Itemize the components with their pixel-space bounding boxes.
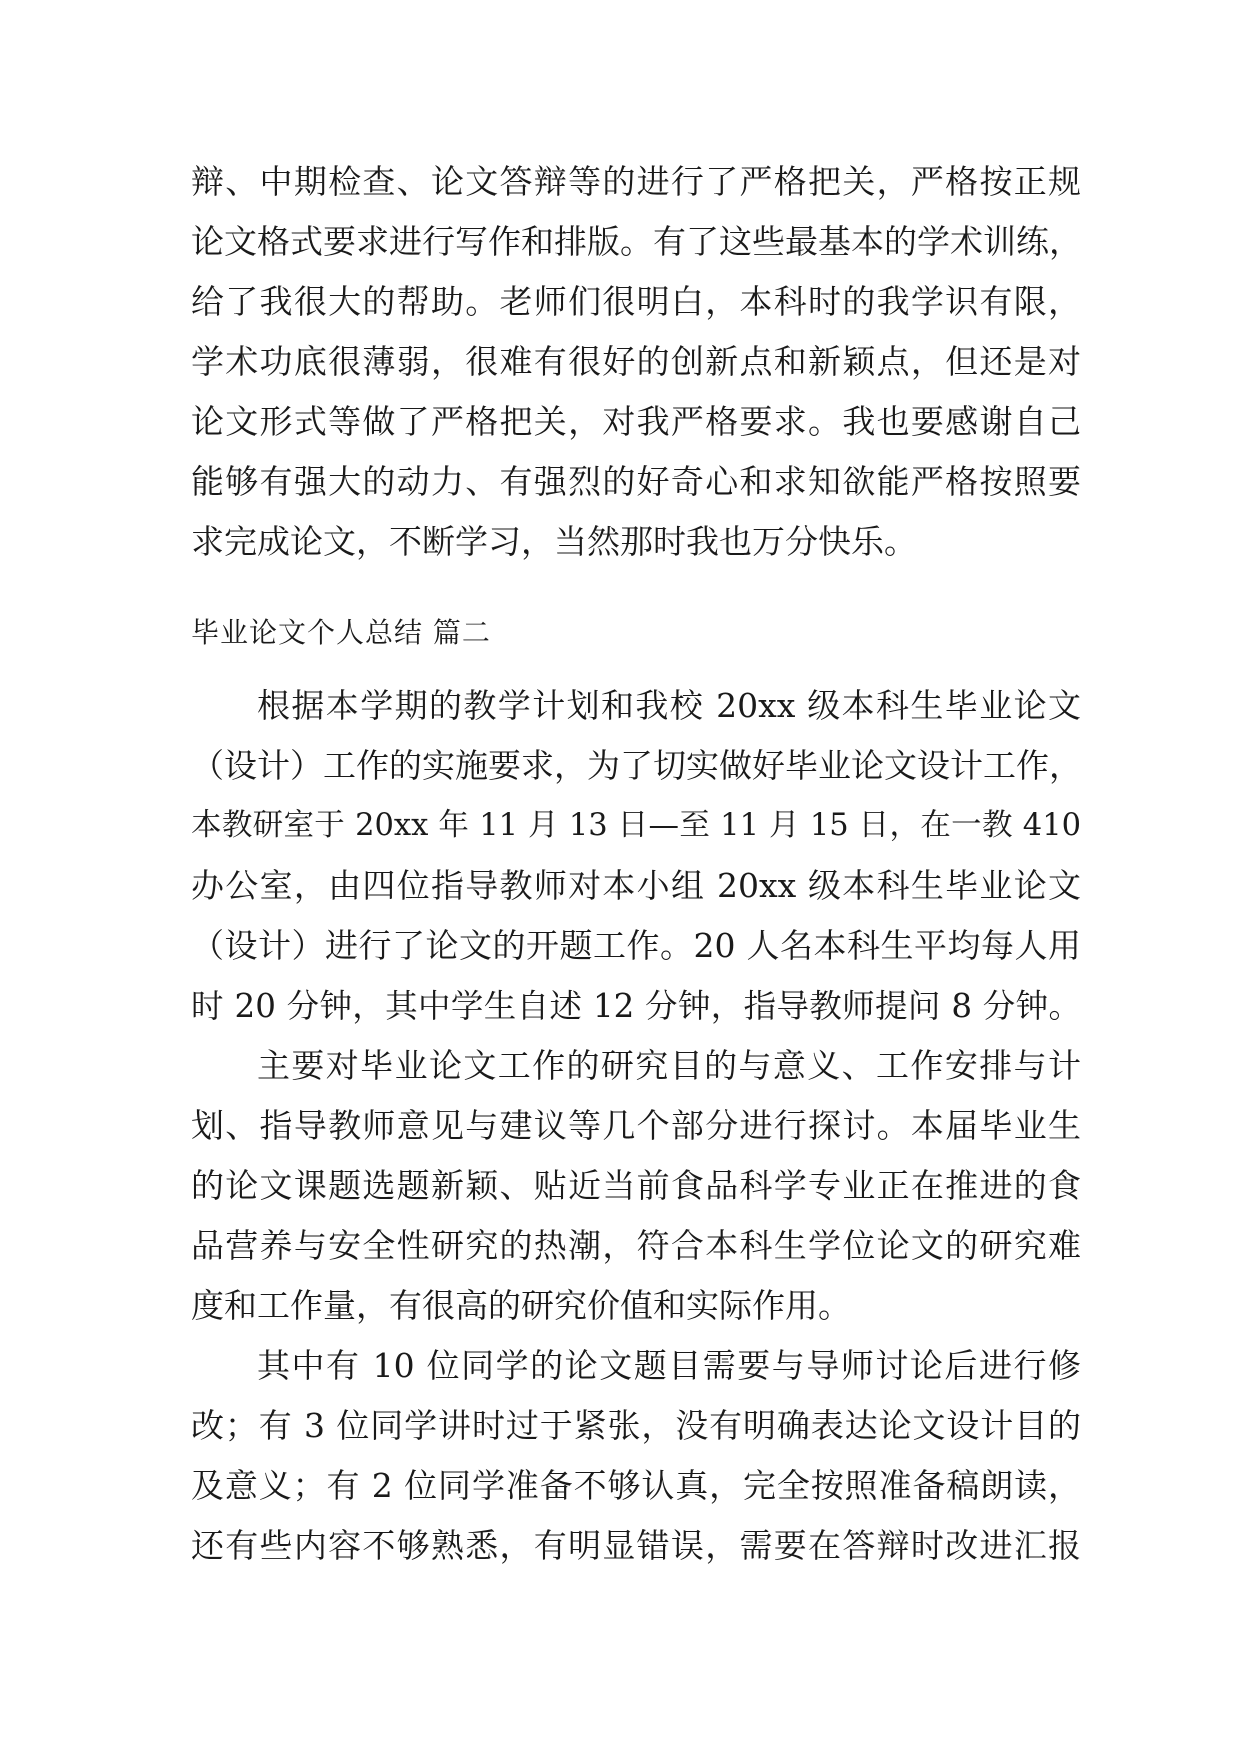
paragraph-1-line-7: 求完成论文，不断学习，当然那时我也万分快乐。 xyxy=(191,522,917,561)
paragraph-4-line-4: 还有些内容不够熟悉，有明显错误，需要在答辩时改进汇报 xyxy=(191,1526,1081,1565)
paragraph-4-line-2: 改；有 3 位同学讲时过于紧张，没有明确表达论文设计目的 xyxy=(191,1406,1081,1445)
paragraph-4-line-1: 其中有 10 位同学的论文题目需要与导师讨论后进行修 xyxy=(257,1346,1081,1385)
paragraph-2-line-2: （设计）工作的实施要求，为了切实做好毕业论文设计工作， xyxy=(191,746,1082,785)
paragraph-1-line-2: 论文格式要求进行写作和排版。有了这些最基本的学术训练， xyxy=(191,222,1082,261)
paragraph-2-line-1: 根据本学期的教学计划和我校 20xx 级本科生毕业论文 xyxy=(257,686,1081,725)
paragraph-3-line-5: 度和工作量，有很高的研究价值和实际作用。 xyxy=(191,1286,851,1325)
paragraph-2-line-5: （设计）进行了论文的开题工作。20 人名本科生平均每人用 xyxy=(191,926,1081,965)
paragraph-1-line-6: 能够有强大的动力、有强烈的好奇心和求知欲能严格按照要 xyxy=(191,462,1081,501)
paragraph-3-line-2: 划、指导教师意见与建议等几个部分进行探讨。本届毕业生 xyxy=(191,1106,1081,1145)
paragraph-1-line-5: 论文形式等做了严格把关，对我严格要求。我也要感谢自己 xyxy=(191,402,1081,441)
paragraph-2-line-3: 本教研室于 20xx 年 11 月 13 日—至 11 月 15 日，在一教 410 xyxy=(191,808,1081,843)
paragraph-3-line-4: 品营养与安全性研究的热潮，符合本科生学位论文的研究难 xyxy=(191,1226,1081,1265)
section-heading: 毕业论文个人总结 篇二 xyxy=(191,616,491,649)
paragraph-1-line-4: 学术功底很薄弱，很难有很好的创新点和新颖点，但还是对 xyxy=(191,342,1081,381)
paragraph-1-line-3: 给了我很大的帮助。老师们很明白，本科时的我学识有限， xyxy=(191,282,1081,321)
paragraph-2-line-6: 时 20 分钟，其中学生自述 12 分钟，指导教师提问 8 分钟。 xyxy=(191,987,1081,1025)
paragraph-2-line-4: 办公室，由四位指导教师对本小组 20xx 级本科生毕业论文 xyxy=(191,866,1081,905)
paragraph-1-line-1: 辩、中期检查、论文答辩等的进行了严格把关，严格按正规 xyxy=(191,162,1081,201)
paragraph-3-line-1: 主要对毕业论文工作的研究目的与意义、工作安排与计 xyxy=(257,1046,1081,1085)
paragraph-3-line-3: 的论文课题选题新颖、贴近当前食品科学专业正在推进的食 xyxy=(191,1166,1081,1205)
paragraph-4-line-3: 及意义；有 2 位同学准备不够认真，完全按照准备稿朗读， xyxy=(191,1466,1081,1505)
